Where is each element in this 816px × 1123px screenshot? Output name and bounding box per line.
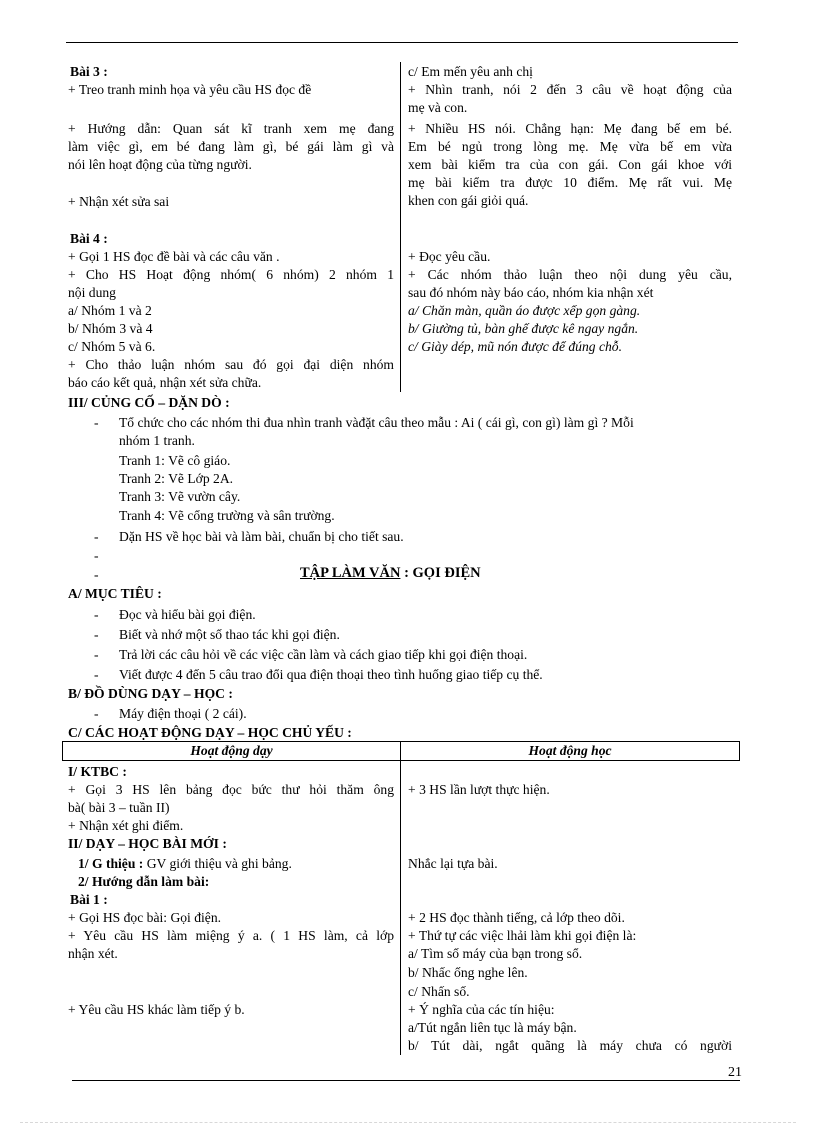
- huong-dan-heading: 2/ Hướng dẫn làm bài:: [78, 874, 210, 889]
- r-line5d: b/ Giường tủ, bàn ghế được kê ngay ngắn.: [408, 321, 639, 336]
- hoc-line6: b/ Nhấc ống nghe lên.: [408, 965, 528, 980]
- bai3-line3: + Nhận xét sửa sai: [68, 194, 170, 209]
- col-header-teacher: Hoạt động dạy: [190, 743, 273, 758]
- cung-co-item1b: nhóm 1 tranh.: [119, 433, 195, 448]
- day-hoc-heading: II/ DẠY – HỌC BÀI MỚI :: [68, 836, 227, 851]
- table-col-divider: [400, 741, 401, 1055]
- muc-tieu-item: Biết và nhớ một số thao tác khi gọi điện.: [119, 627, 340, 642]
- bullet-dash: -: [94, 647, 99, 662]
- bullet-dash: -: [94, 667, 99, 682]
- top-table-divider: [400, 62, 401, 392]
- r-line3c: xem bài kiểm tra của con gái. Con gái khoe với: [408, 157, 732, 172]
- muc-tieu-item: Viết được 4 đến 5 câu trao đổi qua điện thoại theo tình huống giao tiếp cụ thể.: [119, 667, 543, 682]
- bai3-line2b: làm việc gì, em bé đang làm gì, bé gái làm gì và: [68, 139, 394, 154]
- footer-rule: [72, 1080, 740, 1081]
- lesson-title-underlined: TẬP LÀM VĂN: [300, 565, 401, 581]
- hoc-line2: Nhắc lại tựa bài.: [408, 856, 498, 871]
- r-line5a: + Các nhóm thảo luận theo nội dung yêu cầu,: [408, 267, 732, 282]
- tranh-2: Tranh 2: Vẽ Lớp 2A.: [119, 471, 234, 486]
- r-line3e: khen con gái giỏi quá.: [408, 193, 529, 208]
- r-line5b: sau đó nhóm này báo cáo, nhóm kia nhận xét: [408, 285, 654, 300]
- hoc-line5: a/ Tìm số máy của bạn trong sổ.: [408, 946, 583, 961]
- hoc-line8: + Ý nghĩa của các tín hiệu:: [408, 1002, 555, 1017]
- page-number: 21: [728, 1065, 742, 1080]
- r-line2b: mẹ và con.: [408, 100, 468, 115]
- cung-co-item2: Dặn HS về học bài và làm bài, chuẩn bị cho tiết sau.: [119, 529, 404, 544]
- ktbc-line2: + Nhận xét ghi điểm.: [68, 818, 184, 833]
- gioi-thieu-line: [78, 855, 292, 872]
- bai1-line3: + Yêu cầu HS khác làm tiếp ý b.: [68, 1002, 245, 1017]
- bullet-dash: -: [94, 415, 99, 430]
- hoc-line9: a/Tút ngắn liên tục là máy bận.: [408, 1020, 577, 1035]
- ktbc-line1b: bà( bài 3 – tuần II): [68, 800, 170, 815]
- bai4-line3a: + Cho thảo luận nhóm sau đó gọi đại diện nhóm: [68, 357, 394, 372]
- table-header-border: [62, 760, 740, 761]
- bai3-line1: + Treo tranh minh họa và yêu cầu HS đọc đề: [68, 82, 312, 97]
- cung-co-item1a: Tổ chức cho các nhóm thi đua nhìn tranh vàđặt câu theo mẫu : Ai ( cái gì, con gì) làm gì ? Mỗi: [119, 415, 634, 430]
- hoat-dong-heading: C/ CÁC HOẠT ĐỘNG DẠY – HỌC CHỦ YẾU :: [68, 725, 352, 740]
- tranh-1: Tranh 1: Vẽ cô giáo.: [119, 453, 231, 468]
- do-dung-item: Máy điện thoại ( 2 cái).: [119, 706, 247, 721]
- bai1-line2a: + Yêu cầu HS làm miệng ý a. ( 1 HS làm, cả lớp: [68, 928, 394, 943]
- ktbc-line1a: + Gọi 3 HS lên bảng đọc bức thư hỏi thăm ông: [68, 782, 394, 797]
- bullet-dash: -: [94, 627, 99, 642]
- r-line4: + Đọc yêu cầu.: [408, 249, 491, 264]
- tranh-3: Tranh 3: Vẽ vườn cây.: [119, 489, 241, 504]
- bullet-dash: -: [94, 567, 99, 582]
- bai1-line2b: nhận xét.: [68, 946, 118, 961]
- table-right-border: [739, 741, 740, 761]
- bai3-line2c: nói lên hoạt động của từng người.: [68, 157, 252, 172]
- bullet-dash: -: [94, 607, 99, 622]
- hoc-line1: + 3 HS lần lượt thực hiện.: [408, 782, 550, 797]
- bai1-line1: + Gọi HS đọc bài: Gọi điện.: [68, 910, 222, 925]
- r-line3d: mẹ bài kiểm tra được 10 điểm. Mẹ rất vui. Mẹ: [408, 175, 732, 190]
- bullet-dash: -: [94, 548, 99, 563]
- gioi-thieu-label: 1/ G thiệu :: [78, 856, 144, 871]
- r-line5c: a/ Chăn màn, quần áo được xếp gọn gàng.: [408, 303, 641, 318]
- r-line3b: Em bé ngủ trong lòng mẹ. Mẹ vừa bế em vừa: [408, 139, 732, 154]
- r-line3a: + Nhiều HS nói. Chẳng hạn: Mẹ đang bế em bé.: [408, 121, 732, 136]
- ktbc-heading: I/ KTBC :: [68, 764, 127, 779]
- bai4-title: Bài 4 :: [70, 231, 108, 246]
- r-line1: c/ Em mến yêu anh chị: [408, 64, 533, 79]
- muc-tieu-item: Trả lời các câu hỏi về các việc cần làm và cách giao tiếp khi gọi điện thoại.: [119, 647, 528, 662]
- gioi-thieu-text: GV giới thiệu và ghi bảng.: [143, 856, 292, 871]
- hoc-line3: + 2 HS đọc thành tiếng, cả lớp theo dõi.: [408, 910, 625, 925]
- do-dung-heading: B/ ĐỒ DÙNG DẠY – HỌC :: [68, 686, 233, 701]
- bai3-title: Bài 3 :: [70, 64, 108, 79]
- hoc-line4: + Thứ tự các việc lhải làm khi gọi điện là:: [408, 928, 637, 943]
- tranh-4: Tranh 4: Vẽ cổng trường và sân trường.: [119, 508, 335, 523]
- hoc-line10: b/ Tút dài, ngắt quãng là máy chưa có người: [408, 1038, 732, 1053]
- header-rule: [66, 42, 738, 43]
- bullet-dash: -: [94, 706, 99, 721]
- bai1-heading: Bài 1 :: [70, 892, 108, 907]
- r-line2a: + Nhìn tranh, nói 2 đến 3 câu về hoạt động của: [408, 82, 732, 97]
- bai4-b: b/ Nhóm 3 và 4: [68, 321, 153, 336]
- bai4-line3b: báo cáo kết quả, nhận xét sửa chữa.: [68, 375, 262, 390]
- muc-tieu-item: Đọc và hiểu bài gọi điện.: [119, 607, 256, 622]
- lesson-title: [300, 565, 481, 582]
- r-line5e: c/ Giày dép, mũ nón được để đúng chỗ.: [408, 339, 622, 354]
- bai4-line2a: + Cho HS Hoạt động nhóm( 6 nhóm) 2 nhóm 1: [68, 267, 394, 282]
- lesson-title-rest: : GỌI ĐIỆN: [400, 565, 481, 581]
- bai4-a: a/ Nhóm 1 và 2: [68, 303, 152, 318]
- muc-tieu-heading: A/ MỤC TIÊU :: [68, 586, 162, 601]
- bai3-line2a: + Hướng dẫn: Quan sát kĩ tranh xem mẹ đang: [68, 121, 394, 136]
- hoc-line7: c/ Nhấn số.: [408, 984, 470, 999]
- cung-co-heading: III/ CỦNG CỐ – DẶN DÒ :: [68, 395, 230, 410]
- bai4-line2b: nội dung: [68, 285, 116, 300]
- bullet-dash: -: [94, 529, 99, 544]
- bai4-c: c/ Nhóm 5 và 6.: [68, 339, 156, 354]
- bai4-line1: + Gọi 1 HS đọc đề bài và các câu văn .: [68, 249, 280, 264]
- col-header-student: Hoạt động học: [528, 743, 612, 758]
